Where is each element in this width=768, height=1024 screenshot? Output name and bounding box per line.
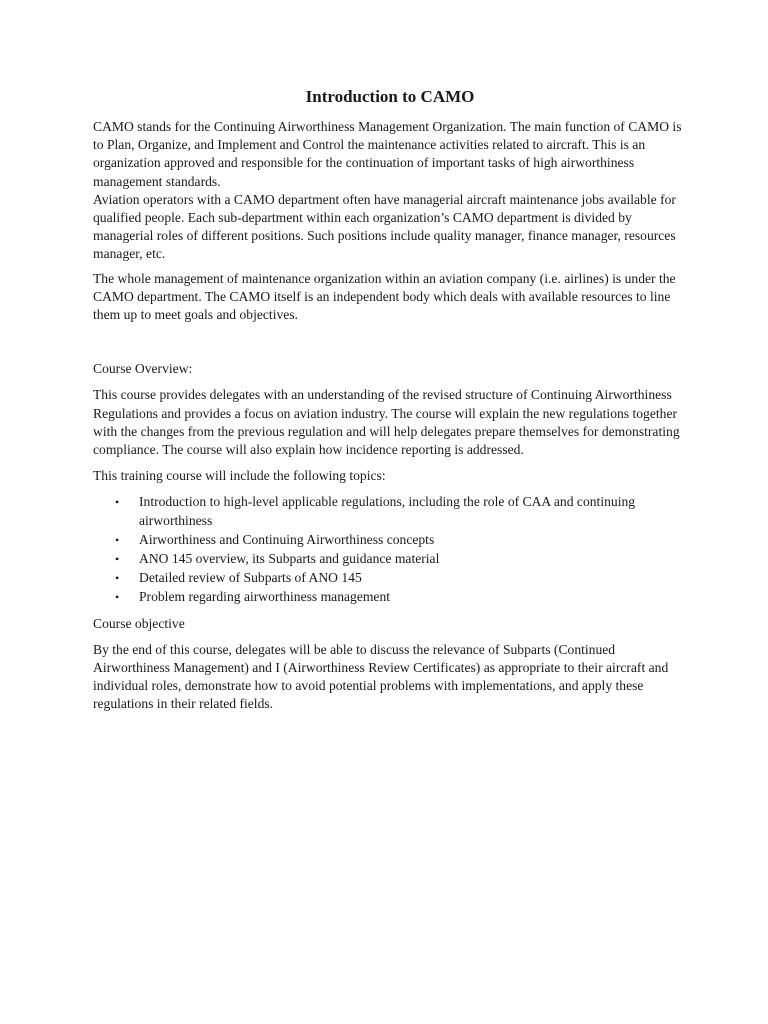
- document-title: Introduction to CAMO: [305, 87, 475, 106]
- course-objective-heading: Course objective: [93, 615, 185, 631]
- document-page: [93, 86, 683, 714]
- list-item: [93, 588, 683, 606]
- list-item-text: Detailed review of Subparts of ANO 145: [139, 570, 362, 586]
- course-overview-paragraph: This course provides delegates with an understanding of the revised structure of Continuing Airworthiness Regulations and provides a focus on aviation industry. The course will explain the new regulations together with the changes from the previous regulation and will help delegates prepare themselves for demonstrating compliance. The course will also explain how incidence reporting is addressed.: [93, 387, 680, 458]
- bullet-icon: •: [115, 571, 120, 586]
- topics-list: [93, 493, 683, 606]
- bullet-icon: •: [115, 590, 120, 605]
- list-item-text: Problem regarding airworthiness management: [139, 589, 391, 605]
- bullet-icon: •: [115, 532, 120, 547]
- list-item: [93, 569, 683, 587]
- intro-paragraph-2: Aviation operators with a CAMO department often have managerial aircraft maintenance jobs available for qualified people. Each sub-department within each organization’s CAMO department is divided by managerial roles of different positions. Such positions include quality manager, finance manager, resources manager, etc.: [93, 191, 676, 262]
- course-objective-paragraph: By the end of this course, delegates will be able to discuss the relevance of Subparts (Continued Airworthiness Management) and I (Airworthiness Review Certificates) as appropriate to their aircraft and individual roles, demonstrate how to avoid potential problems with implementations, and apply these regulations in their related fields.: [93, 641, 669, 712]
- intro-paragraph-1: CAMO stands for the Continuing Airworthiness Management Organization. The main function of CAMO is to Plan, Organize, and Implement and Control the maintenance activities related to aircraft. This is an organization approved and responsible for the continuation of important tasks of high airworthiness management standards.: [93, 119, 682, 189]
- list-item-text: ANO 145 overview, its Subparts and guidance material: [139, 551, 440, 567]
- bullet-icon: •: [115, 552, 120, 567]
- course-overview-heading: Course Overview:: [93, 361, 193, 377]
- intro-paragraph-3: The whole management of maintenance organization within an aviation company (i.e. airlines) is under the CAMO department. The CAMO itself is an independent body which deals with available resources to line them up to meet goals and objectives.: [93, 270, 676, 323]
- list-item: [93, 550, 683, 568]
- topics-intro-paragraph: This training course will include the following topics:: [93, 468, 386, 484]
- bullet-icon: •: [115, 495, 120, 510]
- list-item-text: Introduction to high-level applicable regulations, including the role of CAA and continuing airworthiness: [139, 494, 636, 528]
- list-item-text: Airworthiness and Continuing Airworthiness concepts: [139, 531, 435, 547]
- list-item: [93, 531, 683, 549]
- list-item: [93, 493, 683, 529]
